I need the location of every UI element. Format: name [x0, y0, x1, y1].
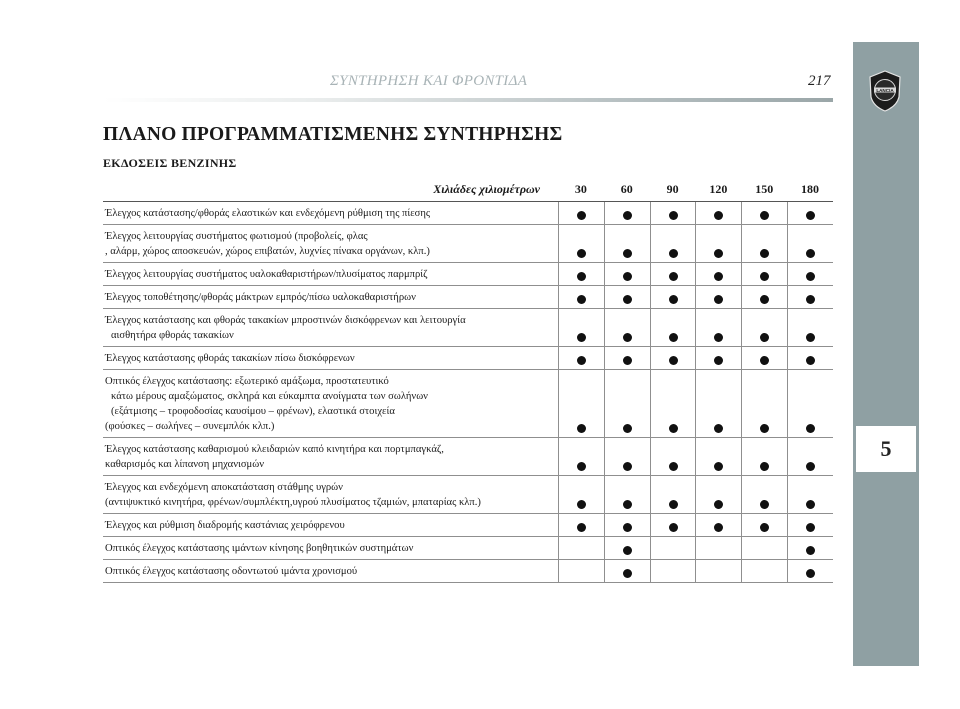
interval-cell-90: [650, 202, 696, 224]
chapter-sidebar: [853, 42, 919, 666]
interval-cell-30: [558, 537, 604, 559]
interval-cell-150: [741, 370, 787, 437]
interval-cell-120: [695, 537, 741, 559]
chapter-number: 5: [856, 426, 916, 472]
description-line: Οπτικός έλεγχος κατάστασης ιμάντων κίνησης βοηθητικών συστημάτων: [105, 542, 414, 554]
interval-cell-30: [558, 560, 604, 582]
interval-cell-90: [650, 537, 696, 559]
table-row: [103, 202, 833, 225]
row-description: [103, 309, 558, 346]
interval-cell-180: [787, 202, 833, 224]
interval-cell-150: [741, 438, 787, 475]
interval-cell-180: [787, 370, 833, 437]
check-dot-icon: [669, 424, 678, 433]
check-dot-icon: [760, 272, 769, 281]
interval-cell-60: [604, 537, 650, 559]
table-row: [103, 370, 833, 438]
check-dot-icon: [714, 211, 723, 220]
description-line: , αλάρμ, χώρος αποσκευών, χώρος επιβατών, λυχνίες πίνακα οργάνων, κλπ.): [105, 245, 430, 257]
interval-cell-150: [741, 225, 787, 262]
description-line: Έλεγχος κατάστασης φθοράς τακακίων πίσω δισκόφρενων: [105, 352, 355, 364]
check-dot-icon: [623, 333, 632, 342]
lancia-logo: [868, 70, 902, 112]
interval-cell-90: [650, 309, 696, 346]
interval-cell-60: [604, 476, 650, 513]
column-header: 30: [574, 181, 587, 196]
interval-cell-150: [741, 347, 787, 369]
description-line: (φούσκες – σωλήνες – συνεμπλόκ κλπ.): [105, 420, 275, 432]
column-header: 180: [801, 181, 820, 196]
interval-cell-60: [604, 438, 650, 475]
row-description: [103, 286, 558, 308]
page-subtitle: ΕΚΔΟΣΕΙΣ ΒΕΝΖΙΝΗΣ: [103, 156, 237, 170]
interval-cell-120: [695, 263, 741, 285]
interval-cell-120: [695, 476, 741, 513]
header-rule: [103, 98, 833, 102]
description-line: καθαρισμός και λίπανση μηχανισμών: [105, 458, 264, 470]
check-dot-icon: [669, 272, 678, 281]
interval-cell-120: [695, 202, 741, 224]
interval-cell-60: [604, 286, 650, 308]
check-dot-icon: [623, 462, 632, 471]
description-line: (αντιψυκτικό κινητήρα, φρένων/συμπλέκτη,υγρού πλυσίματος τζαμιών, μπαταρίας κλπ.): [105, 496, 481, 508]
table-row: [103, 225, 833, 263]
interval-cell-60: [604, 309, 650, 346]
interval-cell-150: [741, 202, 787, 224]
km-label: Χιλιάδες χιλιομέτρων: [433, 181, 540, 196]
interval-cell-150: [741, 309, 787, 346]
km-label-cell: [103, 177, 558, 201]
check-dot-icon: [669, 295, 678, 304]
row-description: [103, 225, 558, 262]
check-dot-icon: [623, 295, 632, 304]
check-dot-icon: [806, 523, 815, 532]
check-dot-icon: [760, 424, 769, 433]
row-description: [103, 347, 558, 369]
interval-cell-120: [695, 514, 741, 536]
interval-cell-180: [787, 560, 833, 582]
interval-cell-60: [604, 370, 650, 437]
interval-cell-90: [650, 263, 696, 285]
page-title: ΠΛΑΝΟ ΠΡΟΓΡΑΜΜΑΤΙΣΜΕΝΗΣ ΣΥΝΤΗΡΗΣΗΣ: [103, 124, 563, 145]
check-dot-icon: [669, 356, 678, 365]
description-line: Οπτικός έλεγχος κατάστασης: εξωτερικό αμάξωμα, προστατευτικό: [105, 375, 389, 387]
table-row: [103, 286, 833, 309]
check-dot-icon: [806, 211, 815, 220]
interval-cell-90: [650, 225, 696, 262]
interval-cell-30: [558, 202, 604, 224]
row-description: [103, 560, 558, 582]
check-dot-icon: [669, 500, 678, 509]
check-dot-icon: [714, 356, 723, 365]
interval-cell-120: [695, 347, 741, 369]
check-dot-icon: [806, 272, 815, 281]
check-dot-icon: [623, 424, 632, 433]
check-dot-icon: [806, 462, 815, 471]
check-dot-icon: [806, 356, 815, 365]
interval-cell-150: [741, 560, 787, 582]
interval-cell-180: [787, 286, 833, 308]
table-row: [103, 537, 833, 560]
interval-cell-180: [787, 438, 833, 475]
check-dot-icon: [806, 295, 815, 304]
interval-cell-180: [787, 263, 833, 285]
row-description: [103, 537, 558, 559]
interval-cell-60: [604, 263, 650, 285]
description-line: Έλεγχος τοποθέτησης/φθοράς μάκτρων εμπρός/πίσω υαλοκαθαριστήρων: [105, 291, 416, 303]
interval-cell-30: [558, 286, 604, 308]
check-dot-icon: [714, 295, 723, 304]
interval-cell-150: [741, 286, 787, 308]
check-dot-icon: [623, 569, 632, 578]
row-description: [103, 370, 558, 437]
check-dot-icon: [806, 500, 815, 509]
table-row: [103, 476, 833, 514]
interval-cell-120: [695, 560, 741, 582]
check-dot-icon: [623, 546, 632, 555]
interval-cell-120: [695, 370, 741, 437]
table-row: [103, 514, 833, 537]
check-dot-icon: [714, 249, 723, 258]
interval-cell-30: [558, 514, 604, 536]
row-description: [103, 263, 558, 285]
interval-cell-150: [741, 514, 787, 536]
check-dot-icon: [577, 249, 586, 258]
check-dot-icon: [714, 500, 723, 509]
check-dot-icon: [577, 500, 586, 509]
interval-cell-30: [558, 347, 604, 369]
column-header: 120: [709, 181, 728, 196]
interval-cell-90: [650, 514, 696, 536]
interval-cell-90: [650, 347, 696, 369]
check-dot-icon: [714, 333, 723, 342]
column-header: 150: [755, 181, 774, 196]
interval-cell-90: [650, 476, 696, 513]
check-dot-icon: [669, 462, 678, 471]
check-dot-icon: [806, 569, 815, 578]
check-dot-icon: [714, 462, 723, 471]
description-line: Έλεγχος λειτουργίας συστήματος φωτισμού (προβολείς, φλας: [105, 230, 368, 242]
check-dot-icon: [623, 211, 632, 220]
check-dot-icon: [577, 424, 586, 433]
description-line: Οπτικός έλεγχος κατάστασης οδοντωτού ιμάντα χρονισμού: [105, 565, 358, 577]
description-line: (εξάτμισης – τροφοδοσίας καυσίμου – φρένων), ελαστικά στοιχεία: [111, 405, 395, 417]
check-dot-icon: [669, 333, 678, 342]
description-line: αισθητήρα φθοράς τακακίων: [111, 329, 234, 341]
table-row: [103, 309, 833, 347]
table-header-row: [103, 177, 833, 202]
page-number: 217: [808, 73, 831, 89]
check-dot-icon: [577, 272, 586, 281]
table-row: [103, 347, 833, 370]
interval-cell-150: [741, 476, 787, 513]
interval-cell-150: [741, 537, 787, 559]
row-description: [103, 514, 558, 536]
interval-cell-180: [787, 347, 833, 369]
logo-text: LANCIA: [876, 87, 894, 93]
table-row: [103, 438, 833, 476]
interval-cell-120: [695, 309, 741, 346]
interval-cell-120: [695, 286, 741, 308]
interval-cell-60: [604, 202, 650, 224]
interval-cell-180: [787, 225, 833, 262]
check-dot-icon: [714, 424, 723, 433]
check-dot-icon: [806, 424, 815, 433]
check-dot-icon: [623, 272, 632, 281]
check-dot-icon: [714, 272, 723, 281]
interval-cell-30: [558, 309, 604, 346]
check-dot-icon: [806, 333, 815, 342]
check-dot-icon: [760, 500, 769, 509]
check-dot-icon: [760, 356, 769, 365]
description-line: Έλεγχος λειτουργίας συστήματος υαλοκαθαριστήρων/πλυσίματος παρμπρίζ: [105, 268, 428, 280]
section-title: ΣΥΝΤΗΡΗΣΗ ΚΑΙ ΦΡΟΝΤΙΔΑ: [330, 73, 528, 89]
description-line: Έλεγχος κατάστασης και φθοράς τακακίων μπροστινών δισκόφρενων και λειτουργία: [105, 314, 466, 326]
interval-cell-90: [650, 438, 696, 475]
interval-cell-120: [695, 438, 741, 475]
interval-cell-180: [787, 476, 833, 513]
description-line: Έλεγχος και ενδεχόμενη αποκατάσταση στάθμης υγρών: [105, 481, 343, 493]
check-dot-icon: [623, 249, 632, 258]
check-dot-icon: [760, 249, 769, 258]
maintenance-table: [103, 177, 833, 583]
check-dot-icon: [806, 249, 815, 258]
interval-cell-30: [558, 225, 604, 262]
interval-cell-30: [558, 263, 604, 285]
row-description: [103, 476, 558, 513]
check-dot-icon: [623, 500, 632, 509]
interval-cell-90: [650, 560, 696, 582]
check-dot-icon: [669, 523, 678, 532]
interval-cell-60: [604, 347, 650, 369]
description-line: κάτω μέρους αμαξώματος, σκληρά και εύκαμπτα ανοίγματα των σωλήνων: [111, 390, 428, 402]
table-row: [103, 560, 833, 583]
interval-cell-180: [787, 537, 833, 559]
check-dot-icon: [577, 295, 586, 304]
interval-cell-60: [604, 514, 650, 536]
interval-cell-120: [695, 225, 741, 262]
interval-cell-30: [558, 438, 604, 475]
check-dot-icon: [669, 211, 678, 220]
interval-cell-180: [787, 514, 833, 536]
check-dot-icon: [760, 333, 769, 342]
table-row: [103, 263, 833, 286]
interval-cell-30: [558, 476, 604, 513]
check-dot-icon: [577, 462, 586, 471]
description-line: Έλεγχος κατάστασης/φθοράς ελαστικών και ενδεχόμενη ρύθμιση της πίεσης: [105, 207, 431, 219]
column-header: 90: [666, 181, 679, 196]
check-dot-icon: [760, 462, 769, 471]
check-dot-icon: [577, 211, 586, 220]
check-dot-icon: [623, 356, 632, 365]
description-line: Έλεγχος και ρύθμιση διαδρομής καστάνιας χειρόφρενου: [105, 519, 345, 531]
interval-cell-30: [558, 370, 604, 437]
interval-cell-90: [650, 286, 696, 308]
check-dot-icon: [760, 295, 769, 304]
row-description: [103, 202, 558, 224]
check-dot-icon: [577, 333, 586, 342]
check-dot-icon: [760, 523, 769, 532]
check-dot-icon: [760, 211, 769, 220]
interval-cell-60: [604, 225, 650, 262]
interval-cell-90: [650, 370, 696, 437]
description-line: Έλεγχος κατάστασης καθαρισμού κλειδαριών καπό κινητήρα και πορτμπαγκάζ,: [105, 443, 444, 455]
interval-cell-180: [787, 309, 833, 346]
check-dot-icon: [623, 523, 632, 532]
check-dot-icon: [714, 523, 723, 532]
row-description: [103, 438, 558, 475]
check-dot-icon: [577, 356, 586, 365]
column-header: 60: [620, 181, 633, 196]
check-dot-icon: [806, 546, 815, 555]
interval-cell-60: [604, 560, 650, 582]
interval-cell-150: [741, 263, 787, 285]
check-dot-icon: [669, 249, 678, 258]
check-dot-icon: [577, 523, 586, 532]
